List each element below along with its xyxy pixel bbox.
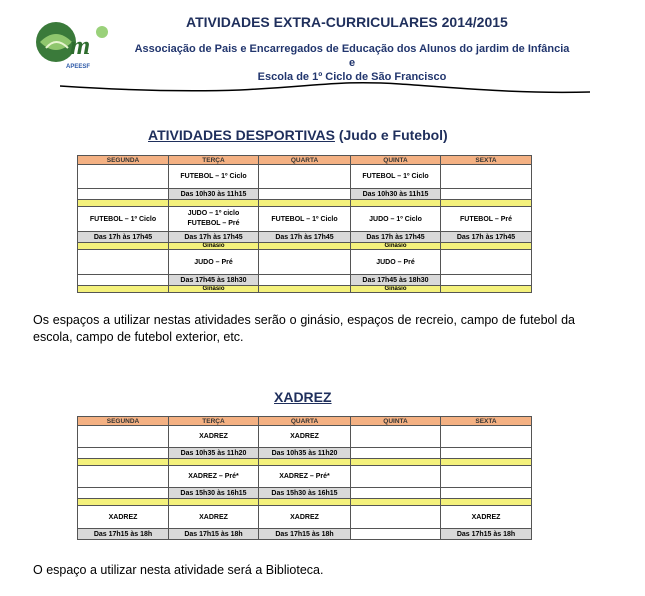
table-row [78,232,532,243]
cell-empty [441,488,532,499]
xadrez-table [77,416,532,540]
cell-empty [441,189,532,200]
cell-activity: FUTEBOL – 1º Ciclo [78,207,169,232]
cell-activity: JUDO – Pré [169,250,259,275]
cell-time: Das 17h15 às 18h [441,529,532,540]
cell-activity: JUDO – 1º Ciclo [351,207,441,232]
cell-location: Ginásio [169,243,259,250]
desportivas-title [148,127,448,143]
svg-text:APEESF: APEESF [66,64,91,70]
cell-time: Das 10h30 às 11h15 [351,189,441,200]
table-row [78,466,532,488]
table-row [78,207,532,232]
cell-activity: XADREZ [169,426,259,448]
header-quarta: QUARTA [259,156,351,165]
cell-empty [259,275,351,286]
cell-empty [351,466,441,488]
cell-empty [441,165,532,189]
xadrez-paragraph: O espaço a utilizar nesta atividade será a Biblioteca. [33,563,324,577]
cell-empty [441,250,532,275]
desportivas-title-main: ATIVIDADES DESPORTIVAS [148,127,335,143]
cell-empty [78,448,169,459]
cell-location: Ginásio [351,286,441,293]
table-row [78,426,532,448]
cell-time: Das 17h15 às 18h [78,529,169,540]
cell-empty [78,275,169,286]
cell-activity: XADREZ – Pré* [259,466,351,488]
cell-activity [169,207,259,232]
cell-activity-line: JUDO – 1º ciclo [187,210,240,217]
cell-empty [351,448,441,459]
cell-empty [78,165,169,189]
svg-text:m: m [70,31,91,60]
table-row [78,488,532,499]
table-header-row [78,417,532,426]
header-quinta: QUINTA [351,417,441,426]
cell-activity: FUTEBOL – 1º Ciclo [259,207,351,232]
cell-empty [351,426,441,448]
cell-empty [351,506,441,529]
cell-activity: FUTEBOL – Pré [441,207,532,232]
header-terca: TERÇA [169,156,259,165]
table-spacer-row [78,286,532,293]
table-spacer-row [78,243,532,250]
cell-location: Ginásio [169,286,259,293]
cell-time: Das 17h às 17h45 [259,232,351,243]
cell-time: Das 17h às 17h45 [441,232,532,243]
xadrez-title-text: XADREZ [274,389,332,405]
cell-time: Das 15h30 às 16h15 [259,488,351,499]
subtitle-line-2: Escola de 1º Ciclo de São Francisco [257,71,447,83]
cell-empty [78,488,169,499]
cell-empty [441,466,532,488]
cell-activity: XADREZ [259,426,351,448]
desportivas-title-suffix: (Judo e Futebol) [334,127,448,143]
header-sexta: SEXTA [441,417,532,426]
cell-empty [78,189,169,200]
table-row [78,189,532,200]
subtitle-line-1: Associação de Pais e Encarregados de Educação dos Alunos do jardim de Infância e [134,43,570,69]
header-terca: TERÇA [169,417,259,426]
cell-empty [441,426,532,448]
header-quarta: QUARTA [259,417,351,426]
cell-empty [78,426,169,448]
cell-activity: XADREZ [441,506,532,529]
cell-empty [259,165,351,189]
cell-empty [351,529,441,540]
page-title: ATIVIDADES EXTRA-CURRICULARES 2014/2015 [186,14,508,30]
cell-activity: XADREZ [259,506,351,529]
cell-time: Das 17h15 às 18h [169,529,259,540]
table-spacer-row [78,459,532,466]
header-segunda: SEGUNDA [78,156,169,165]
cell-empty [441,275,532,286]
cell-location: Ginásio [351,243,441,250]
header-quinta: QUINTA [351,156,441,165]
table-spacer-row [78,200,532,207]
header-sexta: SEXTA [441,156,532,165]
cell-time: Das 15h30 às 16h15 [169,488,259,499]
cell-time: Das 10h35 às 11h20 [259,448,351,459]
desportivas-table [77,155,532,293]
cell-empty [441,448,532,459]
table-spacer-row [78,499,532,506]
table-header-row [78,156,532,165]
cell-activity: XADREZ [169,506,259,529]
cell-activity-line: FUTEBOL – Pré [187,220,240,227]
association-logo [32,18,118,74]
cell-empty [78,250,169,275]
cell-activity: XADREZ [78,506,169,529]
cell-empty [351,488,441,499]
table-row [78,275,532,286]
cell-time: Das 17h às 17h45 [351,232,441,243]
decorative-wave [60,72,590,102]
cell-activity: FUTEBOL – 1º Ciclo [351,165,441,189]
table-row [78,165,532,189]
cell-time: Das 10h30 às 11h15 [169,189,259,200]
desportivas-paragraph: Os espaços a utilizar nestas atividades serão o ginásio, espaços de recreio, campo de futebol da escola, campo de futebol exterior, etc. [33,313,575,344]
cell-time: Das 17h às 17h45 [78,232,169,243]
cell-empty [78,466,169,488]
table-row [78,448,532,459]
header-segunda: SEGUNDA [78,417,169,426]
xadrez-title [274,389,332,405]
cell-empty [259,189,351,200]
cell-time: Das 10h35 às 11h20 [169,448,259,459]
cell-activity: FUTEBOL – 1º Ciclo [169,165,259,189]
cell-activity: JUDO – Pré [351,250,441,275]
table-row [78,506,532,529]
cell-time: Das 17h15 às 18h [259,529,351,540]
cell-activity: XADREZ – Pré* [169,466,259,488]
cell-time: Das 17h45 às 18h30 [351,275,441,286]
table-row [78,529,532,540]
table-row [78,250,532,275]
cell-empty [259,250,351,275]
cell-time: Das 17h45 às 18h30 [169,275,259,286]
cell-time: Das 17h às 17h45 [169,232,259,243]
